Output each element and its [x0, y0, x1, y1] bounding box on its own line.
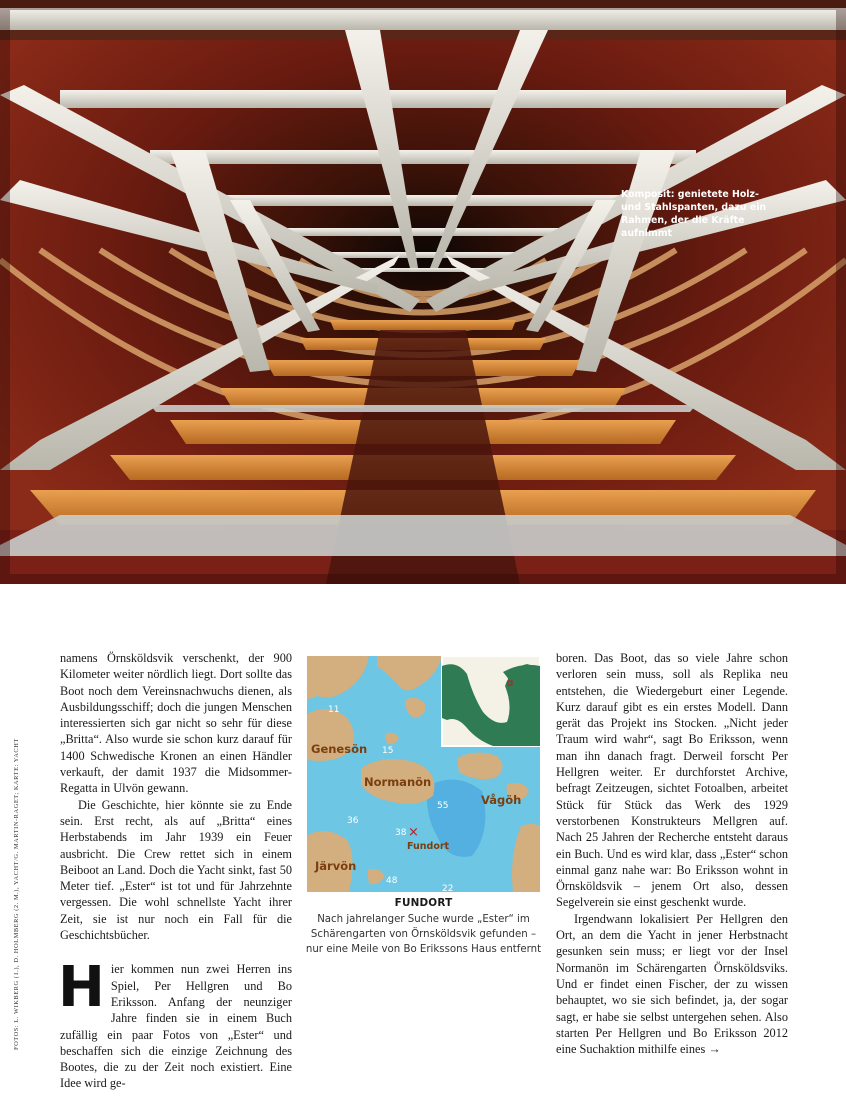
overview-inset: [442, 656, 540, 746]
paragraph-text: ier kommen nun zwei Herren ins Spiel, Per Hellgren und Bo Eriksson. Anfang der neunziger Jahre finden sie in einem Buch zufällig ein paar Fotos von „Ester“ und beschaffen sich die einzige Zeichnung des Bootes, die zu der Zeit noch existiert. Eine Idee wird ge-: [60, 962, 292, 1091]
depth-36: 36: [347, 816, 359, 826]
paragraph-text: Irgendwann lokalisiert Per Hellgren den Ort, an dem die Yacht in jener Herbstnacht gesunken sein muss; er liegt vor der Insel Normanön im Schärengarten Örnsköldsviks. Und er findet einen Fischer, der zu wissen behauptet, wo sie sich befindet, ja, der sogar sagt, er habe sie selbst untergehen sehen. Also starten Per Hellgren und Bo Eriksson 2012 eine Suchaktion mithilfe eines: [556, 911, 788, 1057]
depth-22: 22: [442, 884, 454, 892]
photo-caption: Komposit: genietete Holz- und Stahlspanten, dazu ein Rahmen, der die Kräfte aufnimmt: [621, 189, 767, 239]
continue-arrow-icon: →: [708, 1042, 721, 1057]
depth-38: 38: [395, 828, 407, 838]
depth-15: 15: [382, 746, 394, 756]
photo-credits: FOTOS: L. WIKBERG (1.), D. HOLMBERG (2. M.), YACHT/G. MARTIN-RAGET; KARTE: YACHT: [13, 738, 20, 1050]
paragraph: Die Geschichte, hier könnte sie zu Ende sein. Erst recht, als auf „Britta“ eines Herbstabends im Jahr 1939 ein Feuer ausbricht. Die Crew rettet sich in einem Beiboot an Land. Doch die Yacht sinkt, fast 50 Meter tief. „Ester“ ist tot und für Jahrzehnte vergessen. Die wohl schnellste Yacht ihrer Zeit, sie ist nur noch ein Fall für die Geschichtsbücher.: [60, 797, 292, 943]
drop-cap: H: [58, 955, 105, 1021]
place-normanoen: Normanön: [364, 775, 432, 789]
place-jaervoen: Järvön: [315, 859, 357, 873]
place-vagoeh: Vågöh: [481, 793, 522, 807]
paragraph: [556, 911, 788, 1058]
find-label: Fundort: [407, 841, 450, 852]
archipelago-map: [307, 656, 540, 892]
place-genesoen: Genesön: [311, 742, 368, 756]
find-marker: ×: [408, 825, 419, 840]
map-title: FUNDORT: [394, 897, 453, 909]
map-caption: Nach jahrelanger Suche wurde „Ester“ im Schärengarten von Örnsköldsvik gefunden – nur eine Meile von Bo Erikssons Haus entfernt: [305, 914, 542, 955]
paragraph: namens Örnsköldsvik verschenkt, der 900 Kilometer weiter nördlich liegt. Dort sollte das Boot noch dem Vereinsnachwuchs dienen, als Ausbildungsschiff; doch die jungen Menschen interessierten sich gar nicht so sehr für diese „Britta“. Also wurde sie schon kurz darauf für 1400 Schwedische Kronen an einen Händler verkauft, der damit 1937 die Midsommer-Regatta in Ulvön gewann.: [60, 651, 292, 796]
article-column-3: [556, 650, 788, 1057]
paragraph-dropcap: [58, 955, 292, 1091]
paragraph: boren. Das Boot, das so viele Jahre schon verloren sein muss, soll als Replika neu entstehen, die Wiedergeburt einer Legende. Kurz darauf gibt es ein erstes Modell. Dann gerät das Projekt ins Stocken. „Nicht jeder Traum wird wahr“, sagt Bo Eriksson, wenn man ihn danach fragt. Derweil forscht Per Hellgren weiter. Er durchforstet Archive, befragt Zeitzeugen, sichtet Fotoalben, arbeitet Stück für Stück das Werk des 1929 verstorbenen Konstrukteurs Mellgren auf. Nach 25 Jahren der Recherche entsteht daraus ein Buch. Und es wird klar, dass „Ester“ schon einmal ganz nahe war: Bo Eriksson wohnt in Örnsköldsvik – jenem Ort also, dessen Segelverein sie einst geschenkt wurde.: [556, 651, 788, 910]
article-column-1: [60, 650, 292, 1092]
depth-11: 11: [328, 705, 340, 715]
location-map: [307, 656, 540, 892]
depth-55: 55: [437, 801, 449, 811]
depth-48: 48: [386, 876, 398, 886]
